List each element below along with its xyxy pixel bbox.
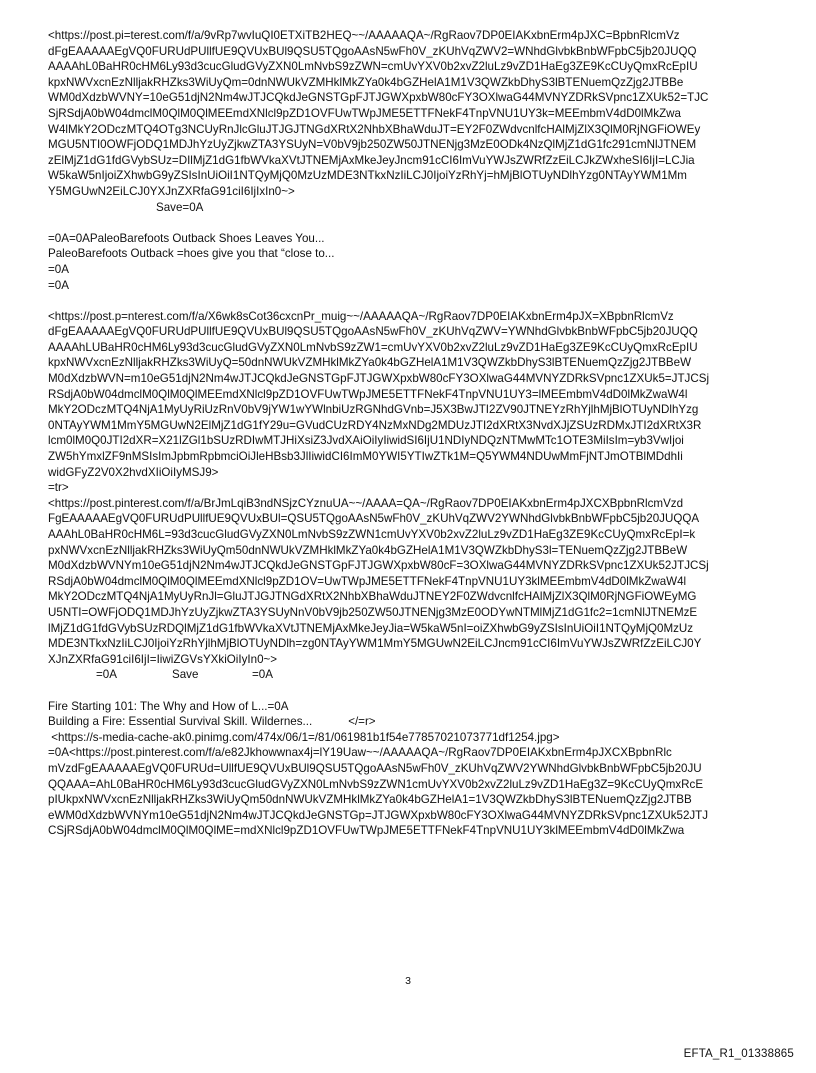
url-line: W5kaW5nIjoiZXhwbG9yZSIsInUiOiI1NTQyMjQ0MzUzMDE3NTkxNzIiLCJ0IjoiYzRhYj=hMjBlOTUyNDlhYzg0NTAyYWM1Mm: [48, 169, 687, 183]
url-line: <https://post.p=nterest.com/f/a/X6wk8sCot36cxcnPr_muig~~/AAAAAQA~/RgRaov7DP0EIAKxbnErm4pJX=XBpbnRlcmVz: [48, 309, 674, 323]
url-line: U5NTI=OWFjODQ1MDJhYzUyZjkwZTA3YSUyNnV0bV9jb250ZW50JTNENjg3MzE0ODYwNTMlMjZ1dG1fc2=1cmNlJTNEMzE: [48, 605, 698, 619]
document-page: [48, 28, 776, 839]
url-line: lMjZ1dG1fdGVybSUzRDQlMjZ1dG1fbWVkaXVtJTNEMjAxMkeJeyJia=W5kaW5nI=oiZXhwbG9yZSIsInUiOiI1NTQyMjQ0MzUz: [48, 621, 694, 635]
save-label: Save: [172, 668, 199, 682]
bates-number: EFTA_R1_01338865: [683, 1048, 794, 1060]
tag-fragment: =tr>: [48, 481, 69, 495]
url-line: kpxNWVxcnEzNlljakRHZks3WiUyQ=50dnNWUkVZMHklMkZYa0k4bGZHelA1M1V3QWZkbDhyS3lBTENuemQzZjg2JTBBeW: [48, 356, 692, 370]
save-label: Save=0A: [156, 200, 204, 214]
url-line: AAAhL0BaHR0cHM6L=93d3cucGludGVyZXN0LmNvbS9zZWN1cmUvYXV0b2xvZ2luLz9vZD1HaEg3ZE9KcCUyQmxRcEpI=k: [48, 528, 696, 541]
url-line: zElMjZ1dG1fdGVybSUz=DIlMjZ1dG1fbWVkaXVtJTNEMjAxMkeJeyJncm91cCI6ImVuYWJsZWRfZzEiLCJkZWxheSI6IjI=LCJia: [48, 153, 695, 167]
url-line: <https://post.pi=terest.com/f/a/9vRp7wvIuQI0ETXiTB2HEQ~~/AAAAAQA~/RgRaov7DP0EIAKxbnErm4pJXC=BpbnRlcmVz: [48, 29, 680, 42]
url-line: MGU5NTI0OWFjODQ1MDJhYzUyZjkwZTA3YSUyN=V0bV9jb250ZW50JTNENjg3MzE0ODk4NzQlMjZ1dG1fc291cmNlJTNEM: [48, 138, 697, 152]
url-line: widGFyZ2V0X2hvdXIiOiIyMSJ9>: [48, 465, 219, 479]
blank-line: [48, 215, 776, 231]
url-line: lcm0lM0Q0JTI2dXR=X21lZGl1bSUzRDIwMTJHiXsiZ3JvdXAiOiIyIiwidSI6IjU1NDIyNDQzNTMwMTc1OTE3MiIsIm=yb3VwIjoi: [48, 434, 684, 448]
url-line: kpxNWVxcnEzNlljakRHZks3WiUyQm=0dnNWUkVZMHklMkZYa0k4bGZHelA1M1V3QWZkbDhyS3lBTENuemQzZjg2JTBBe: [48, 75, 684, 89]
url-line: dFgEAAAAAEgVQ0FURUdPUllfUE9QVUxBUl9QSU5TQgoAAsN5wFh0V_zKUhVqZWV=YWNhdGlvbkBnbWFpbC5jb20JUQQ: [48, 325, 698, 339]
link-block-3: [48, 496, 776, 683]
encoded-break-label: =0A: [96, 668, 117, 682]
url-line: M0dXdzbWVN=m10eG51djN2Nm4wJTJCQkdJeGNSTGpFJTJGWXpxbW80cFY3OXlwaG44MVNYZDRkSVpnc1ZXUk5=JTJCSj: [48, 372, 710, 386]
pin-description-text: Building a Fire: Essential Survival Skill. Wildernes...: [48, 715, 313, 729]
encoded-break-label: =0A: [252, 668, 273, 682]
url-line: WM0dXdzbWVNY=10eG51djN2Nm4wJTJCQkdJeGNSTGpFJTJGWXpxbW80cFY3OXlwaG44MVNYZDRkSVpnc1ZXUk52=TJC: [48, 91, 709, 105]
url-line: CSjRSdjA0bW04dmclM0QlM0QlME=mdXNlcl9pZD1OVFUwTWpJME5ETTFNekF4TnpVNU1UY3klMEEmbmV4dD0lMkZwa: [48, 824, 685, 838]
url-line: 0NTAyYWM1MmY5MGUwN2ElMjZ1dG1fY29u=GVudCUzRDY4NzMxNDg2MDUzJTI2dXRtX3NvdXJjZSUzRDMxJTI2dXRtX3R: [48, 418, 702, 432]
url-line: pxNWVxcnEzNlljakRHZks3WiUyQm50dnNWUkVZMHklMkZYa0k4bGZHelA1M1V3QWZkbDhyS3l=TENuemQzZjg2JTBBeW: [48, 543, 688, 557]
url-line: Y5MGUwN2EiLCJ0YXJnZXRfaG91ciI6IjIxIn0~>: [48, 184, 295, 198]
encoded-break-line: =0A: [48, 262, 69, 276]
url-line: AAAAhLUBaHR0cHM6Ly93d3cucGludGVyZXN0LmNvbS9zZW1=cmUvYXV0b2xvZ2luLz9vZD1HaEg3ZE9KcCUyQmxRcEpIU: [48, 340, 698, 354]
url-line: M0dXdzbWVNYm10eG51djN2Nm4wJTJCQkdJeGNSTGpFJTJGWXpxbW80cF=3OXlwaG44MVNYZDRkSVpnc1ZXUk52JTJCSj: [48, 559, 709, 573]
tag-fragment: </=r>: [348, 715, 376, 729]
url-line: MDE3NTkxNzIiLCJ0IjoiYzRhYjlhMjBlOTUyNDlh=zg0NTAyYWM1MmY5MGUwN2EiLCJncm91cCI6ImVuYWJsZWRfZzEiLCJ0Y: [48, 637, 702, 651]
blank-line: [48, 683, 776, 699]
page-number: 3: [405, 975, 411, 987]
url-line: AAAAhL0BaHR0cHM6Ly93d3cucGludGVyZXN0LmNvbS9zZWN=cmUvYXV0b2xvZ2luLz9vZD1HaEg3ZE9KcCUyQmxRcEpIU: [48, 60, 698, 74]
url-line: QQAAA=AhL0BaHR0cHM6Ly93d3cucGludGVyZXN0LmNvbS9zZWN1cmUvYXV0b2xvZ2luLz9vZD1HaEg3Z=9KcCUyQmxRcE: [48, 777, 704, 791]
image-url-line: <https://s-media-cache-ak0.pinimg.com/474x/06/1=/81/061981b1f54e77857021073771df1254.jpg>: [48, 730, 560, 744]
pin-description-line: [48, 714, 776, 730]
url-line: mVzdFgEAAAAAEgVQ0FURUd=UllfUE9QVUxBUl9QSU5TQgoAAsN5wFh0V_zKUhVqZWV2YWNhdGlvbkBnbWFpbC5jb20JU: [48, 761, 702, 775]
url-line: MkY2ODczMTQ4NjA1MyUyRiUzRnV0bV9jYW1wYWlnbiUzRGNhdGVnb=J5X3BwJTI2ZV90JTNEYzRhYjlhMjBlOTUyNDlhYzg: [48, 403, 699, 417]
url-line: <https://post.pinterest.com/f/a/BrJmLqiB3ndNSjzCYznuUA~~/AAAA=QA~/RgRaov7DP0EIAKxbnErm4pJXCXBpbnRlcmVzd: [48, 496, 684, 510]
url-line: W4lMkY2ODczMTQ4OTg3NCUyRnJlcGluJTJGJTNGdXRtX2NhbXBhaWduJT=EY2F0ZWdvcnlfcHAlMjZlX3QlM0RjNGFiOWEy: [48, 122, 701, 136]
url-line: FgEAAAAAEgVQ0FURUdPUllfUE9QVUxBUl=QSU5TQgoAAsN5wFh0V_zKUhVqZWV2YWNhdGlvbkBnbWFpbC5jb20JUQQA: [48, 512, 700, 526]
pin-title-line: =0A=0APaleoBarefoots Outback Shoes Leaves You...: [48, 231, 325, 245]
url-line: ZW5hYmxlZF9nMSIsImJpbmRpbmciOiJleHBsb3JlIiwidCI6ImM0YWI5YTIwZTk1M=Q5YWM4NDUwMmFjNTJmOTBlMDdhIi: [48, 450, 683, 464]
url-line: dFgEAAAAAEgVQ0FURUdPUllfUE9QVUxBUl9QSU5TQgoAAsN5wFh0V_zKUhVqZWV2=WNhdGlvbkBnbWFpbC5jb20JUQQ: [48, 44, 697, 58]
url-line: SjRSdjA0bW04dmclM0QlM0QlMEEmdXNlcl9pZD1OVFUwTWpJME5ETTFNekF4TnpVNU1UY3k=MEEmbmV4dD0lMkZwa: [48, 106, 681, 120]
pin-description-block-2: [48, 699, 776, 839]
link-block-1: [48, 28, 776, 215]
blank-line: [48, 293, 776, 309]
pin-description-block: [48, 231, 776, 293]
url-line: =0A<https://post.pinterest.com/f/a/e82Jkhowwnax4j=lY19Uaw~~/AAAAAQA~/RgRaov7DP0EIAKxbnErm4pJXCXBpbnRlc: [48, 746, 672, 760]
url-line: RSdjA0bW04dmclM0QlM0QlMEEmdXNlcl9pZD1OVFUwTWpJME5ETTFNekF4TnpVNU1UY3=lMEEmbmV4dD0lMkZwaW4l: [48, 387, 688, 401]
url-line: eWM0dXdzbWVNYm10eG51djN2Nm4wJTJCQkdJeGNSTGp=JTJGWXpxbW80cFY3OXlwaG44MVNYZDRkSVpnc1ZXUk52JTJ: [48, 808, 709, 822]
pin-title-line: Fire Starting 101: The Why and How of L...=0A: [48, 699, 289, 713]
url-line: pIUkpxNWVxcnEzNlljakRHZks3WiUyQm50dnNWUkVZMHklMkZYa0k4bGZHelA1=1V3QWZkbDhyS3lBTENuemQzZjg2JTBB: [48, 793, 692, 807]
url-line: RSdjA0bW04dmclM0QlM0QlMEEmdXNlcl9pZD1OV=UwTWpJME5ETTFNekF4TnpVNU1UY3klMEEmbmV4dD0lMkZwaW4l: [48, 574, 687, 588]
url-line: XJnZXRfaG91ciI6IjI=IiwiZGVsYXkiOiIyIn0~>: [48, 652, 278, 666]
pin-description-line: PaleoBarefoots Outback =hoes give you that “close to...: [48, 247, 335, 261]
link-block-2: [48, 309, 776, 496]
save-row: [48, 667, 776, 683]
url-line: MkY2ODczMTQ4NjA1MyUyRnJl=GluJTJGJTNGdXRtX2NhbXBhaWduJTNEY2F0ZWdvcnlfcHAlMjZlX3QlM0RjNGFiOWEyMG: [48, 590, 697, 604]
encoded-break-line: =0A: [48, 278, 69, 292]
